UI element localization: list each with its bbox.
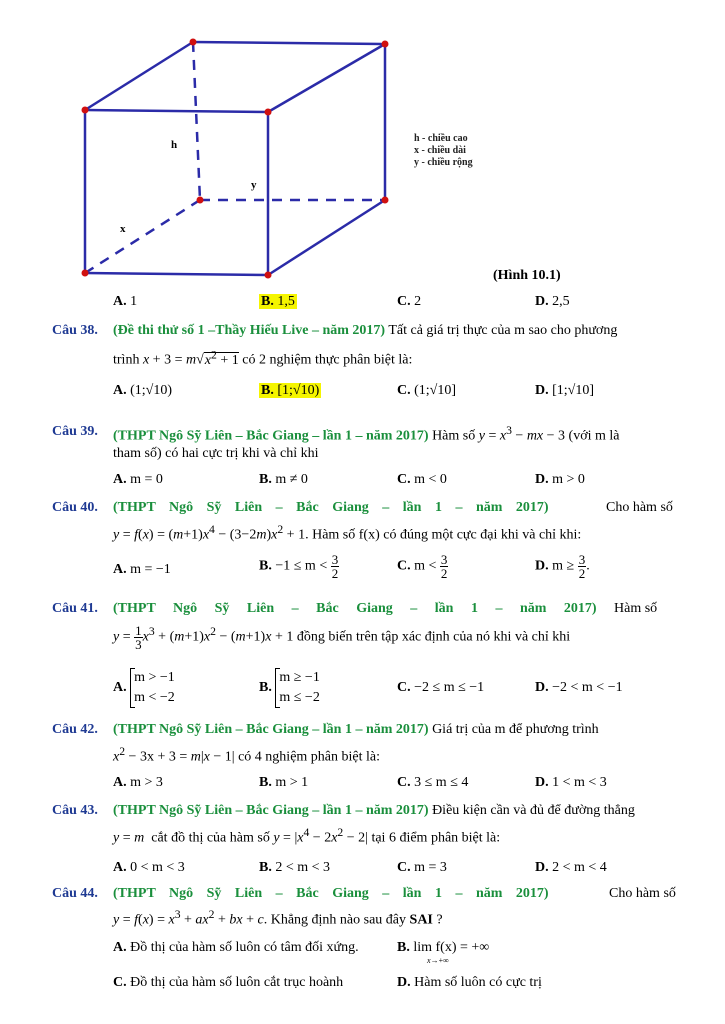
q42-label: Câu 42. — [52, 722, 98, 737]
legend-item: x - chiều dài — [414, 145, 466, 156]
q44-option-a[interactable]: A. Đồ thị của hàm số luôn có tâm đối xứng. — [113, 940, 359, 955]
box-figure — [75, 35, 405, 285]
q39-option-c[interactable]: C. m < 0 — [397, 472, 447, 487]
q43-line1: (THPT Ngô Sỹ Liên – Bắc Giang – lần 1 – năm 2017) Điều kiện cần và đủ để đường thẳng — [113, 803, 635, 818]
q38-option-c[interactable]: C. (1;√10] — [397, 383, 457, 398]
label-x: x — [120, 223, 126, 235]
q39-option-b[interactable]: B. m ≠ 0 — [259, 472, 308, 487]
q37-option-c[interactable]: C. 2 — [397, 294, 422, 309]
q38-option-a[interactable]: A. (1;√10) — [113, 383, 173, 398]
label-h: h — [171, 139, 178, 151]
q38-option-b[interactable]: B. [1;√10) — [261, 383, 320, 398]
q38-line1: (Đề thi thử số 1 –Thầy Hiếu Live – năm 2017) Tất cả giá trị thực của m sao cho phương — [113, 323, 618, 338]
q41-option-b[interactable]: B. m ≥ −1 m ≤ −2 — [259, 668, 320, 708]
q40-label: Câu 40. — [52, 500, 98, 515]
q40-line2: $y = f(x) = (m+1)x^4 - (3-2m)x^2 + 1$. Hàm số f(x) có đúng một cực đại khi và chỉ khi: — [113, 523, 582, 543]
q40-option-d[interactable]: D. m ≥ $\frac{3}{2}$ . — [535, 552, 590, 581]
q44-line2: $y = f(x) = x^3 + ax^2$ + bx + c. Khẳng định nào sau đây SAI ? — [113, 908, 443, 928]
q44-label: Câu 44. — [52, 886, 98, 901]
q37-option-b[interactable]: B. 1,5 — [261, 294, 295, 309]
q44-line1: (THPT Ngô Sỹ Liên – Bắc Giang – lần 1 – năm 2017) — [113, 886, 549, 901]
q39-line2: tham số) có hai cực trị khi và chỉ khi — [113, 446, 319, 461]
q39-label: Câu 39. — [52, 424, 98, 439]
q38-label: Câu 38. — [52, 323, 98, 338]
q41-line2: y = $\frac{1}{3}$ $x^3 + (m+1)x^2 - (m+1)x + 1$ đồng biến trên tập xác định của nó khi và chỉ khi — [113, 623, 571, 652]
q42-option-d[interactable]: D. 1 < m < 3 — [535, 775, 607, 790]
q44-option-d[interactable]: D. Hàm số luôn có cực trị — [397, 975, 542, 990]
q44-option-c[interactable]: C. Đồ thị của hàm số luôn cắt trục hoành — [113, 975, 344, 990]
q39-option-a[interactable]: A. m = 0 — [113, 472, 163, 487]
q44-option-b[interactable]: B. lim f(x) = +∞ — [397, 940, 490, 955]
q40-option-a[interactable]: A. m = −1 — [113, 562, 171, 577]
q37-option-d[interactable]: D. 2,5 — [535, 294, 570, 309]
q38-line2: trình $x + 3 = m√x^2 + 1$ có 2 nghiệm thực phân biệt là: — [113, 348, 413, 368]
legend-item: y - chiều rộng — [414, 157, 473, 168]
q44-line1-end: Cho hàm số — [609, 886, 676, 901]
q43-option-c[interactable]: C. m = 3 — [397, 860, 447, 875]
q39-option-d[interactable]: D. m > 0 — [535, 472, 585, 487]
label-y: y — [251, 179, 257, 191]
q37-option-a[interactable]: A. 1 — [113, 294, 138, 309]
q43-option-a[interactable]: A. 0 < m < 3 — [113, 860, 185, 875]
figure-legend — [414, 133, 473, 169]
q38-option-d[interactable]: D. [1;√10] — [535, 383, 595, 398]
q42-option-a[interactable]: A. m > 3 — [113, 775, 163, 790]
q40-option-b[interactable]: B. −1 ≤ m < $\frac{3}{2}$ — [259, 552, 339, 581]
q41-option-d[interactable]: D. −2 < m < −1 — [535, 680, 623, 695]
q41-line1-end: Hàm số — [614, 601, 658, 616]
q43-option-b[interactable]: B. 2 < m < 3 — [259, 860, 331, 875]
q40-line1-end: Cho hàm số — [606, 500, 673, 515]
q42-option-b[interactable]: B. m > 1 — [259, 775, 309, 790]
q41-option-c[interactable]: C. −2 ≤ m ≤ −1 — [397, 680, 485, 695]
q40-option-c[interactable]: C. m < $\frac{3}{2}$ — [397, 552, 448, 581]
q43-label: Câu 43. — [52, 803, 98, 818]
q41-line1: (THPT Ngô Sỹ Liên – Bắc Giang – lần 1 – năm 2017) — [113, 601, 597, 616]
q42-line1: (THPT Ngô Sỹ Liên – Bắc Giang – lần 1 – năm 2017) Giá trị của m để phương trình — [113, 722, 599, 737]
q41-option-a[interactable]: A. m > −1 m < −2 — [113, 668, 175, 708]
q42-line2: $x^2 - 3x + 3 = m|x - 1|$ có 4 nghiệm phân biệt là: — [113, 745, 381, 765]
q39-line1: (THPT Ngô Sỹ Liên – Bắc Giang – lần 1 – năm 2017) Hàm số $y = x^3$ − mx − 3 (với m là — [113, 424, 620, 444]
q40-line1: (THPT Ngô Sỹ Liên – Bắc Giang – lần 1 – năm 2017) — [113, 500, 549, 515]
q43-line2: y = m cắt đồ thị của hàm số $y = |x^4 - 2x^2 - 2|$ tại 6 điểm phân biệt là: — [113, 826, 501, 846]
figure-caption: (Hình 10.1) — [493, 268, 561, 283]
legend-item: h - chiều cao — [414, 133, 468, 144]
limit-subscript: x→+∞ — [427, 956, 449, 965]
q43-option-d[interactable]: D. 2 < m < 4 — [535, 860, 607, 875]
q41-label: Câu 41. — [52, 601, 98, 616]
q42-option-c[interactable]: C. 3 ≤ m ≤ 4 — [397, 775, 469, 790]
